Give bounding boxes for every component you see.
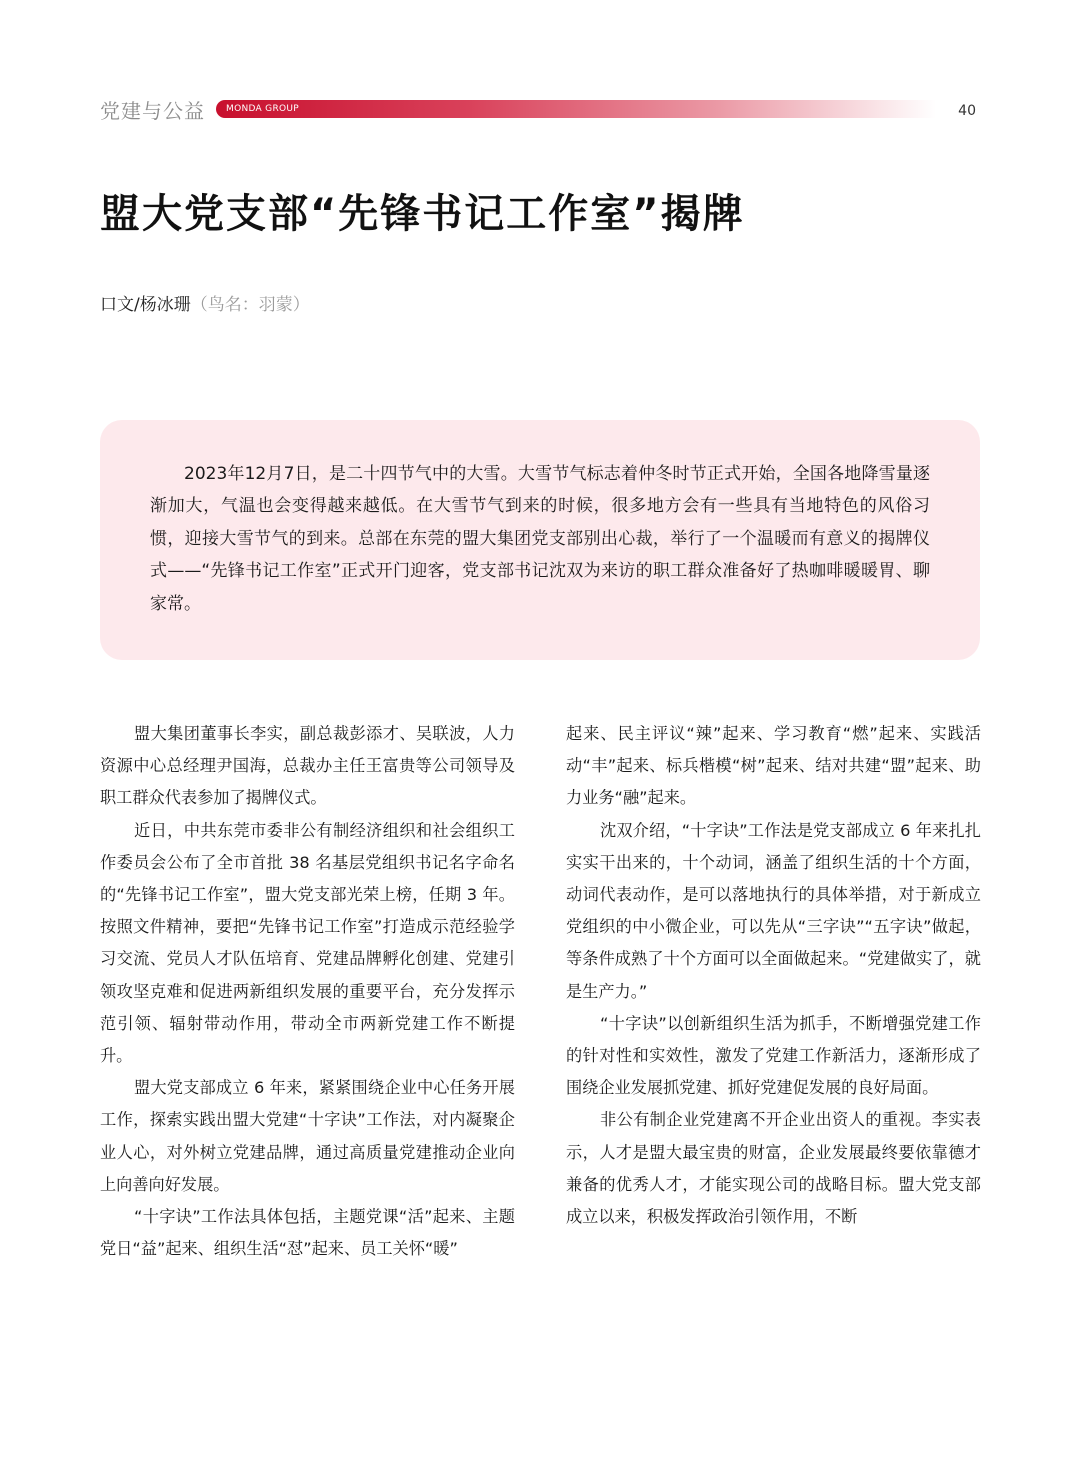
body-paragraph: “十字诀”以创新组织生活为抓手，不断增强党建工作的针对性和实效性，激发了党建工作新活力，逐渐形成了围绕企业发展抓党建、抓好党建促发展的良好局面。 <box>566 1013 981 1098</box>
byline-author: 口文/杨冰珊 <box>100 295 191 315</box>
intro-box <box>100 420 980 660</box>
article-title: 盟大党支部“先锋书记工作室”揭牌 <box>100 191 745 237</box>
page-header <box>100 96 980 126</box>
body-paragraph: 盟大集团董事长李实，副总裁彭添才、吴联波，人力资源中心总经理尹国海，总裁办主任王富贵等公司领导及职工群众代表参加了揭牌仪式。 <box>100 724 515 808</box>
body-paragraph: “十字诀”工作法具体包括，主题党课“活”起来、主题党日“益”起来、组织生活“怼”起来、员工关怀“暖” <box>100 1207 515 1259</box>
body-column-right <box>566 718 981 1233</box>
page-number: 40 <box>958 103 976 119</box>
intro-paragraph: 2023年12月7日，是二十四节气中的大雪。大雪节气标志着仲冬时节正式开始，全国各地降雪量逐渐加大，气温也会变得越来越低。在大雪节气到来的时候，很多地方会有一些具有当地特色的风俗习惯，迎接大雪节气的到来。总部在东莞的盟大集团党支部别出心裁，举行了一个温暖而有意义的揭牌仪式——“先锋书记工作室”正式开门迎客，党支部书记沈双为来访的职工群众准备好了热咖啡暖暖胃、聊家常。 <box>150 464 930 614</box>
body-paragraph: 非公有制企业党建离不开企业出资人的重视。李实表示，人才是盟大最宝贵的财富，企业发展最终要依靠德才兼备的优秀人才，才能实现公司的战略目标。盟大党支部成立以来，积极发挥政治引领作用，不断 <box>566 1110 981 1227</box>
byline-alias: （鸟名：羽蒙） <box>190 295 310 315</box>
body-paragraph: 沈双介绍，“十字诀”工作法是党支部成立 6 年来扎扎实实干出来的，十个动词，涵盖了组织生活的十个方面，动词代表动作，是可以落地执行的具体举措，对于新成立党组织的中小微企业，可以先从“三字诀”“五字诀”做起，等条件成熟了十个方面可以全面做起来。“党建做实了，就是生产力。” <box>566 820 981 1001</box>
byline <box>100 292 310 318</box>
group-label: MONDA GROUP <box>226 104 299 114</box>
body-paragraph-continued: 起来、民主评议“辣”起来、学习教育“燃”起来、实践活动“丰”起来、标兵楷模“树”起来、结对共建“盟”起来、助力业务“融”起来。 <box>566 724 981 808</box>
section-title: 党建与公益 <box>100 99 205 123</box>
group-banner <box>216 100 936 118</box>
body-paragraph: 盟大党支部成立 6 年来，紧紧围绕企业中心任务开展工作，探索实践出盟大党建“十字诀”工作法，对内凝聚企业人心，对外树立党建品牌，通过高质量党建推动企业向上向善向好发展。 <box>100 1078 515 1194</box>
body-column-left <box>100 718 515 1265</box>
body-paragraph: 近日，中共东莞市委非公有制经济组织和社会组织工作委员会公布了全市首批 38 名基层党组织书记名字命名的“先锋书记工作室”，盟大党支部光荣上榜，任期 3 年。按照文件精神，要把“先锋书记工作室”打造成示范经验学习交流、党员人才队伍培育、党建品牌孵化创建、党建引领攻坚克难和促进两新组织发展的重要平台，充分发挥示范引领、辐射带动作用，带动全市两新党建工作不断提升。 <box>100 820 515 1066</box>
